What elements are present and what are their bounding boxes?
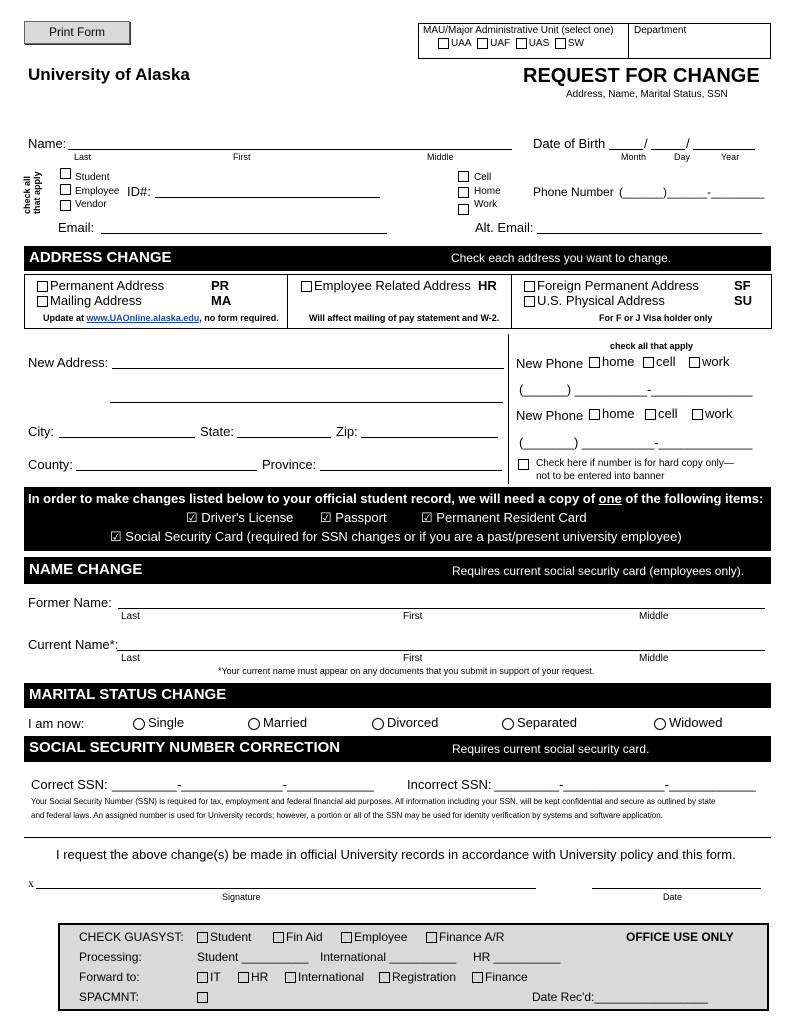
hard-copy-checkbox[interactable]	[518, 456, 531, 474]
city-input-line[interactable]	[59, 437, 195, 438]
dob-label: Date of Birth	[533, 136, 606, 151]
checkbox-icon[interactable]	[197, 932, 208, 943]
ssn-correction-title: SOCIAL SECURITY NUMBER CORRECTION	[29, 739, 341, 756]
visa-note: For F or J Visa holder only	[599, 313, 713, 323]
radio-icon[interactable]	[133, 718, 145, 730]
work-checkbox[interactable]	[458, 201, 471, 219]
marital-option-widowed[interactable]: Widowed	[654, 715, 722, 730]
uaonline-link[interactable]: www.UAOnline.alaska.edu	[86, 313, 200, 323]
org-name: University of Alaska	[28, 65, 190, 84]
checkbox-icon[interactable]	[555, 38, 566, 49]
signature-line[interactable]	[36, 888, 536, 889]
ma-code: MA	[211, 293, 232, 308]
name-middle-caption: Middle	[427, 152, 454, 162]
employee-label: Employee	[75, 186, 120, 197]
dob-year-caption: Year	[721, 152, 740, 162]
id-input-line[interactable]	[155, 197, 380, 198]
address-table-divider-2	[511, 274, 512, 328]
mau-option-uaf[interactable]: UAF	[477, 38, 510, 49]
radio-icon[interactable]	[248, 718, 260, 730]
checkbox-icon[interactable]	[60, 168, 71, 179]
checkbox-icon[interactable]	[524, 281, 535, 292]
ssn-disclaimer-1: Your Social Security Number (SSN) is required for tax, employment and federal financial aid purposes. All information including your SSN, will be kept confidential and secure as outlined by state	[31, 797, 716, 806]
alt-email-label: Alt. Email:	[475, 220, 534, 235]
cell-label: Cell	[474, 172, 492, 183]
checkbox-icon[interactable]	[301, 281, 312, 292]
date-line[interactable]	[592, 888, 761, 889]
ssn-section-divider	[24, 837, 771, 838]
spacmnt-checkbox[interactable]	[197, 990, 210, 1004]
pr-code: PR	[211, 278, 230, 293]
address-change-bar	[24, 246, 771, 271]
checkbox-icon[interactable]	[238, 972, 249, 983]
new-phone-1-input[interactable]: (______) __________-______________	[519, 382, 753, 397]
checkbox-icon[interactable]	[518, 459, 529, 470]
work-label: Work	[474, 199, 498, 210]
documents-required-text: In order to make changes listed below to your official student record, we will need a copy of one of the following items:	[28, 491, 764, 506]
checkbox-icon[interactable]	[60, 200, 71, 211]
phone-check-all: check all that apply	[610, 341, 694, 351]
former-last-caption: Last	[121, 611, 140, 622]
processing-international[interactable]: International __________	[320, 950, 457, 964]
checkbox-icon[interactable]	[37, 296, 48, 307]
doc-passport: ☑ Passport	[320, 510, 387, 525]
state-input-line[interactable]	[237, 437, 331, 438]
dob-year-line[interactable]	[693, 149, 755, 150]
marital-status-title: MARITAL STATUS CHANGE	[29, 686, 227, 703]
former-name-line[interactable]	[118, 608, 765, 609]
check-all-vertical	[22, 171, 42, 214]
current-last-caption: Last	[121, 653, 140, 664]
signature-caption: Signature	[222, 892, 261, 902]
doc-drivers-license: ☑ Driver's License	[186, 510, 294, 525]
checkbox-icon[interactable]	[589, 357, 600, 368]
checkbox-icon[interactable]	[477, 38, 488, 49]
su-code: SU	[734, 293, 753, 308]
checkbox-icon[interactable]	[426, 932, 437, 943]
checkbox-icon[interactable]	[458, 204, 469, 215]
incorrect-ssn-input[interactable]: _________-______________-____________	[494, 777, 756, 792]
new-phone-2-label: New Phone	[516, 408, 584, 423]
form-title: REQUEST FOR CHANGE	[523, 65, 760, 87]
checkbox-icon[interactable]	[197, 972, 208, 983]
processing-student[interactable]: Student __________	[197, 950, 309, 964]
county-input-line[interactable]	[76, 470, 257, 471]
new-phone-1-home[interactable]: home	[589, 354, 635, 369]
checkbox-icon[interactable]	[524, 296, 535, 307]
dob-month-caption: Month	[621, 152, 647, 162]
email-label: Email:	[58, 220, 95, 235]
city-label: City:	[28, 424, 54, 439]
new-phone-2-work[interactable]: work	[692, 406, 732, 421]
us-physical-option[interactable]: U.S. Physical Address	[524, 293, 665, 308]
name-input-line[interactable]	[68, 149, 512, 150]
forward-international[interactable]: International	[285, 970, 364, 984]
alt-email-input-line[interactable]	[537, 233, 762, 234]
home-label: Home	[474, 186, 501, 197]
checkbox-icon[interactable]	[37, 281, 48, 292]
permanent-address-option[interactable]: Permanent Address	[37, 278, 164, 293]
zip-label: Zip:	[336, 424, 358, 439]
checkbox-icon[interactable]	[516, 38, 527, 49]
sf-code: SF	[734, 278, 751, 293]
checkbox-icon[interactable]	[60, 184, 71, 195]
home-checkbox[interactable]	[458, 184, 471, 202]
radio-icon[interactable]	[372, 718, 384, 730]
province-label: Province:	[262, 457, 317, 472]
foreign-address-option[interactable]: Foreign Permanent Address	[524, 278, 699, 293]
checkbox-icon[interactable]	[197, 992, 208, 1003]
marital-option-married[interactable]: Married	[248, 715, 307, 730]
check-guasyst-label: CHECK GUASYST:	[79, 930, 184, 944]
current-name-line[interactable]	[117, 650, 765, 651]
current-name-note: *Your current name must appear on any documents that you submit in support of your request.	[218, 666, 595, 676]
radio-icon[interactable]	[654, 718, 666, 730]
phone-label: Phone Number	[533, 185, 614, 199]
name-change-title: NAME CHANGE	[29, 561, 143, 578]
checkbox-icon[interactable]	[472, 972, 483, 983]
mau-option-uaa[interactable]: UAA	[438, 38, 472, 49]
mau-option-uas[interactable]: UAS	[516, 38, 550, 49]
marital-option-single[interactable]: Single	[133, 715, 184, 730]
checkbox-icon[interactable]	[438, 38, 449, 49]
address-change-note: Check each address you want to change.	[451, 251, 672, 265]
forward-hr[interactable]: HR	[238, 970, 268, 984]
mau-options	[438, 38, 584, 49]
dob-slash-2: /	[686, 136, 690, 151]
checkbox-icon[interactable]	[645, 409, 656, 420]
doc-permanent-resident: ☑ Permanent Resident Card	[421, 510, 587, 525]
checkbox-icon[interactable]	[692, 409, 703, 420]
mau-label: MAU/Major Administrative Unit (select one)	[423, 25, 614, 36]
guasyst-finance-ar[interactable]: Finance A/R	[426, 930, 504, 944]
guasyst-fin-aid[interactable]: Fin Aid	[273, 930, 323, 944]
date-received[interactable]: Date Rec'd:_________________	[532, 990, 708, 1004]
former-name-label: Former Name:	[28, 595, 112, 610]
checkbox-icon[interactable]	[285, 972, 296, 983]
incorrect-ssn-label: Incorrect SSN:	[407, 777, 492, 792]
checkbox-icon[interactable]	[341, 932, 352, 943]
checkbox-icon[interactable]	[273, 932, 284, 943]
ssn-disclaimer-2: and federal laws. An assigned number is used for University records; however, a portion or all of the SSN may be used for identity verification by systems and software application.	[31, 811, 663, 820]
checkbox-icon[interactable]	[458, 171, 469, 182]
state-label: State:	[200, 424, 234, 439]
correct-ssn-label: Correct SSN:	[31, 777, 108, 792]
office-use-only: OFFICE USE ONLY	[626, 930, 734, 944]
new-phone-2-input[interactable]: (_______) __________-_____________	[519, 435, 753, 450]
new-phone-1-work[interactable]: work	[689, 354, 729, 369]
name-label: Name:	[28, 136, 67, 151]
county-label: County:	[28, 457, 73, 472]
name-last-caption: Last	[74, 152, 92, 162]
employee-address-note: Will affect mailing of pay statement and W-2.	[309, 313, 500, 323]
new-address-label: New Address:	[28, 355, 109, 370]
forward-registration[interactable]: Registration	[379, 970, 456, 984]
marital-status-bar	[24, 683, 771, 708]
date-caption: Date	[663, 892, 683, 902]
update-note: Update at www.UAOnline.alaska.edu, no form required.	[43, 313, 279, 323]
spacmnt-label: SPACMNT:	[79, 990, 139, 1004]
new-address-line-1[interactable]	[112, 368, 504, 369]
former-middle-caption: Middle	[639, 611, 669, 622]
dob-day-caption: Day	[674, 152, 691, 162]
mailing-address-option[interactable]: Mailing Address	[37, 293, 142, 308]
address-change-title: ADDRESS CHANGE	[29, 249, 172, 266]
marital-option-separated[interactable]: Separated	[502, 715, 577, 730]
address-phone-divider	[508, 334, 509, 484]
signature-x: x	[28, 876, 34, 890]
marital-option-divorced[interactable]: Divorced	[372, 715, 438, 730]
address-table-divider-1	[287, 274, 288, 328]
i-am-now-label: I am now:	[28, 716, 85, 731]
new-phone-2-home[interactable]: home	[589, 406, 635, 421]
forward-finance[interactable]: Finance	[472, 970, 528, 984]
dob-slash-1: /	[644, 136, 648, 151]
dob-month-line[interactable]	[609, 149, 643, 150]
student-label: Student	[75, 172, 110, 183]
checkbox-icon[interactable]	[643, 357, 654, 368]
phone-input[interactable]: (______)______-________	[619, 185, 765, 199]
checkbox-icon[interactable]	[589, 409, 600, 420]
name-change-note: Requires current social security card (employees only).	[452, 564, 745, 578]
radio-icon[interactable]	[502, 718, 514, 730]
hard-copy-text-1: Check here if number is for hard copy only—	[536, 458, 734, 469]
hard-copy-text-2: not to be entered into banner	[536, 471, 665, 482]
checkbox-icon[interactable]	[689, 357, 700, 368]
checkbox-icon[interactable]	[379, 972, 390, 983]
check-all-text-2: that apply	[32, 171, 42, 214]
check-all-text-1: check all	[22, 175, 32, 214]
ssn-correction-note: Requires current social security card.	[452, 742, 650, 756]
name-first-caption: First	[233, 152, 251, 162]
new-phone-1-cell[interactable]: cell	[643, 354, 676, 369]
id-label: ID#:	[127, 184, 151, 199]
zip-input-line[interactable]	[361, 437, 498, 438]
ssn-correction-bar	[24, 736, 771, 762]
checkbox-icon[interactable]	[458, 187, 469, 198]
print-form-button[interactable]: Print Form	[24, 21, 130, 44]
email-input-line[interactable]	[101, 233, 387, 234]
vendor-label: Vendor	[75, 199, 107, 210]
guasyst-student[interactable]: Student	[197, 930, 251, 944]
name-change-bar	[24, 557, 771, 584]
mau-option-sw[interactable]: SW	[555, 38, 584, 49]
processing-hr[interactable]: HR __________	[473, 950, 561, 964]
guasyst-employee[interactable]: Employee	[341, 930, 407, 944]
hr-code: HR	[478, 278, 497, 293]
current-first-caption: First	[403, 653, 423, 664]
current-name-label: Current Name*:	[28, 637, 119, 652]
new-address-line-2[interactable]	[110, 402, 503, 403]
form-subtitle: Address, Name, Marital Status, SSN	[566, 89, 728, 100]
forward-to-label: Forward to:	[79, 970, 140, 984]
province-input-line[interactable]	[320, 470, 502, 471]
doc-social-security: ☑ Social Security Card (required for SSN changes or if you are a past/present university employee)	[110, 529, 682, 544]
department-label: Department	[634, 25, 687, 36]
former-first-caption: First	[403, 611, 423, 622]
new-phone-2-cell[interactable]: cell	[645, 406, 678, 421]
processing-label: Processing:	[79, 950, 142, 964]
vendor-checkbox[interactable]	[60, 197, 73, 215]
employee-address-option[interactable]: Employee Related Address	[301, 278, 471, 293]
forward-it[interactable]: IT	[197, 970, 221, 984]
new-phone-1-label: New Phone	[516, 356, 584, 371]
current-middle-caption: Middle	[639, 653, 669, 664]
correct-ssn-input[interactable]: _________-______________-____________	[112, 777, 374, 792]
dob-day-line[interactable]	[651, 149, 685, 150]
request-statement: I request the above change(s) be made in official University records in accordance with University policy and this form.	[56, 847, 736, 862]
